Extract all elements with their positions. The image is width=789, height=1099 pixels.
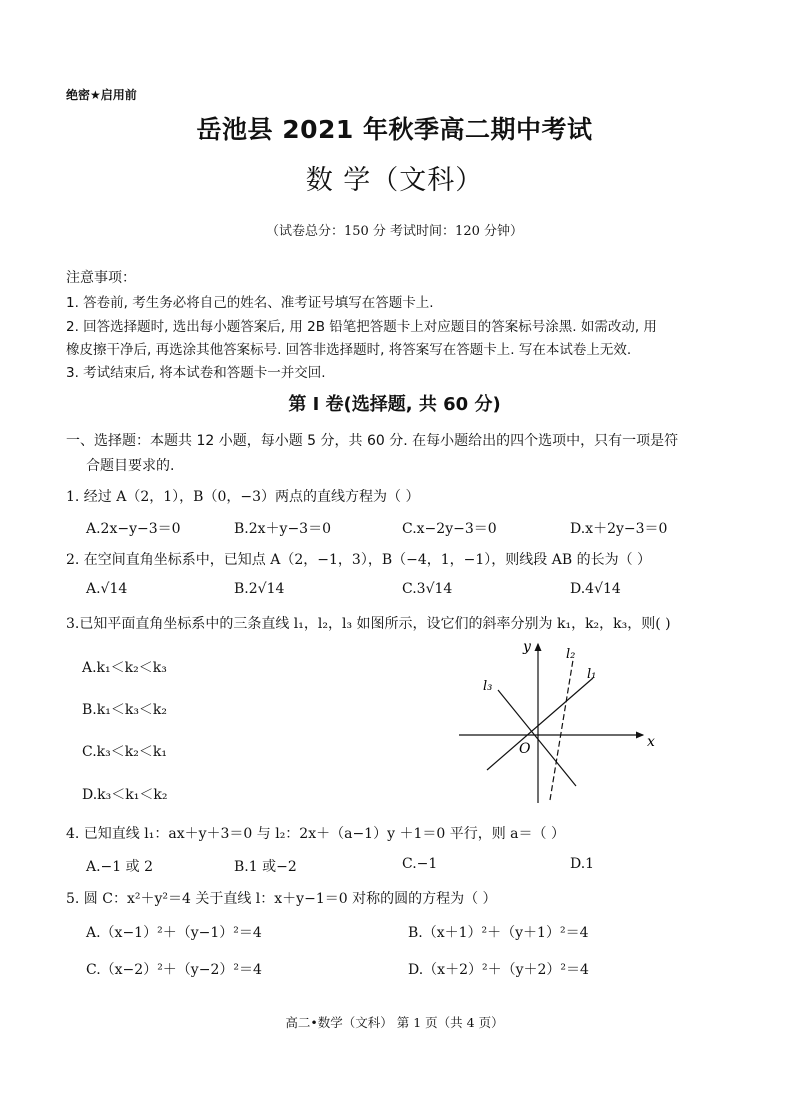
question-1-option-a: A.2x−y−3＝0 (86, 521, 181, 537)
page-footer: 高二•数学（文科） 第 1 页（共 4 页） (285, 1015, 504, 1030)
question-4-option-b: B.1 或−2 (234, 859, 297, 875)
exam-title: 岳池县 2021 年秋季高二期中考试 (196, 115, 593, 144)
notice-item: 3. 考试结束后, 将本试卷和答题卡一并交回. (66, 365, 326, 381)
question-1-option-b: B.2x＋y−3＝0 (234, 521, 331, 537)
question-5-option-d: D.（x＋2）²＋（y＋2）²＝4 (408, 962, 589, 978)
question-2-option-b: B.2√14 (234, 581, 285, 597)
question-4-stem: 4. 已知直线 l₁：ax＋y＋3＝0 与 l₂：2x＋（a−1）y ＋1＝0 平行，则 a＝（ ） (66, 826, 565, 842)
question-3-figure (455, 638, 665, 808)
section-instructions-cont: 合题目要求的. (86, 458, 175, 474)
notice-item: 橡皮擦干净后, 再选涂其他答案标号. 回答非选择题时, 将答案写在答题卡上. 写在本试卷上无效. (66, 342, 632, 358)
section-instructions: 一、选择题：本题共 12 小题，每小题 5 分，共 60 分. 在每小题给出的四个选项中，只有一项是符 (66, 433, 679, 449)
question-1-option-c: C.x−2y−3＝0 (402, 521, 497, 537)
l2-label: l₂ (566, 647, 576, 662)
question-3-option-a: A.k₁＜k₂＜k₃ (82, 660, 167, 676)
question-1-stem: 1. 经过 A（2，1），B（0，−3）两点的直线方程为（ ） (66, 489, 420, 505)
notice-item: 1. 答卷前, 考生务必将自己的姓名、准考证号填写在答题卡上. (66, 295, 434, 311)
question-5-stem: 5. 圆 C：x²＋y²＝4 关于直线 l：x＋y−1＝0 对称的圆的方程为（ ） (66, 891, 497, 907)
exam-meta: （试卷总分：150 分 考试时间：120 分钟） (265, 224, 524, 239)
origin-label: O (519, 741, 531, 757)
question-2-option-c: C.3√14 (402, 581, 453, 597)
y-axis-label: y (523, 639, 531, 655)
question-5-option-b: B.（x＋1）²＋（y＋1）²＝4 (408, 925, 589, 941)
question-2-stem: 2. 在空间直角坐标系中，已知点 A（2，−1，3），B（−4，1，−1），则线段 AB 的长为（ ） (66, 552, 652, 568)
notice-item: 2. 回答选择题时, 选出每小题答案后, 用 2B 铅笔把答题卡上对应题目的答案标号涂黑. 如需改动, 用 (66, 319, 657, 335)
question-3-stem: 3.已知平面直角坐标系中的三条直线 l₁，l₂，l₃ 如图所示，设它们的斜率分别为 k₁，k₂，k₃，则( ) (66, 616, 671, 632)
exam-subject: 数 学（文科） (305, 165, 484, 196)
question-1-option-d: D.x＋2y−3＝0 (570, 521, 668, 537)
confidential-label: 绝密★启用前 (66, 88, 137, 102)
part-title: 第 I 卷(选择题, 共 60 分) (288, 394, 501, 415)
question-4-option-a: A.−1 或 2 (86, 859, 154, 875)
question-3-option-c: C.k₃＜k₂＜k₁ (82, 744, 167, 760)
question-2-option-a: A.√14 (86, 581, 128, 597)
notice-heading: 注意事项： (66, 270, 136, 286)
line-l1 (487, 678, 593, 770)
question-3-option-b: B.k₁＜k₃＜k₂ (82, 702, 168, 718)
l1-label: l₁ (587, 667, 597, 682)
x-axis-label: x (647, 734, 655, 750)
question-4-option-c: C.−1 (402, 856, 438, 872)
l3-label: l₃ (483, 679, 493, 694)
question-5-option-a: A.（x−1）²＋（y−1）²＝4 (86, 925, 262, 941)
question-2-option-d: D.4√14 (570, 581, 621, 597)
question-3-option-d: D.k₃＜k₁＜k₂ (82, 787, 168, 803)
question-5-option-c: C.（x−2）²＋（y−2）²＝4 (86, 962, 262, 978)
line-l3 (498, 690, 576, 786)
question-4-option-d: D.1 (570, 856, 595, 872)
